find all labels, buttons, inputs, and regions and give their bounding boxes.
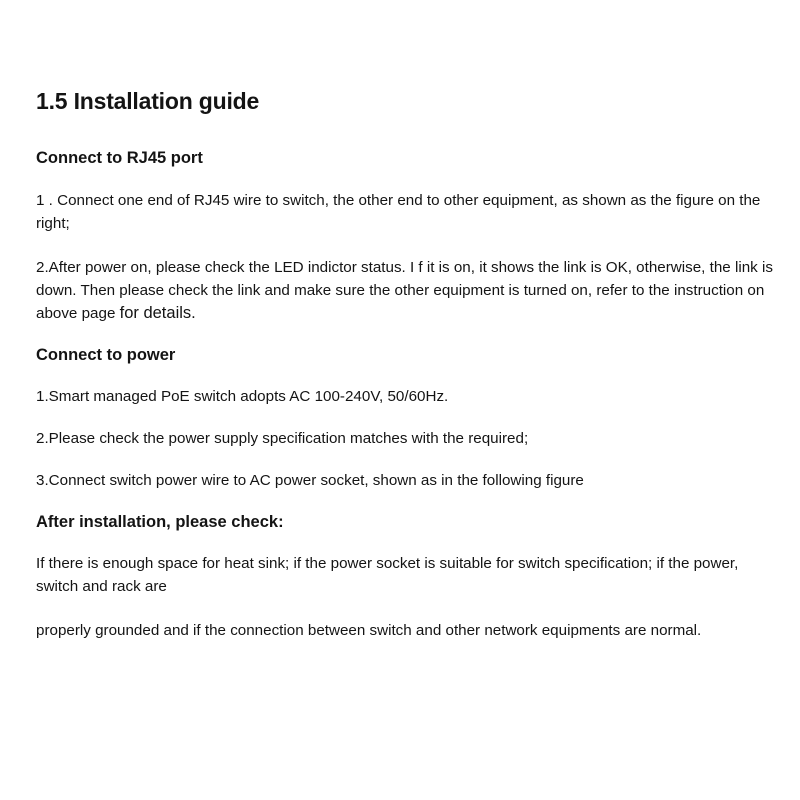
rj45-step-2-main: 2.After power on, please check the LED indictor status. I f it is on, it shows the link is OK, otherwise, the link is down. Then please check the link and make sure the other equipment is turned on, refer to the instruction on above page: [36, 259, 773, 322]
heading-after-installation: After installation, please check:: [36, 513, 284, 531]
rj45-step-1: 1 . Connect one end of RJ45 wire to switch, the other end to other equipment, as shown as the figure on the right;: [36, 192, 761, 232]
heading-rj45: Connect to RJ45 port: [36, 149, 203, 167]
rj45-step-2-tail: for details.: [119, 304, 196, 322]
power-step-2: 2.Please check the power supply specification matches with the required;: [36, 430, 529, 447]
power-step-3: 3.Connect switch power wire to AC power socket, shown as in the following figure: [36, 472, 584, 489]
heading-power: Connect to power: [36, 346, 176, 364]
check-paragraph-2: properly grounded and if the connection between switch and other network equipments are normal.: [36, 622, 702, 639]
section-title: 1.5 Installation guide: [36, 88, 260, 114]
check-paragraph-1: If there is enough space for heat sink; if the power socket is suitable for switch specification; if the power, switch and rack are: [36, 555, 739, 595]
rj45-step-2: [36, 256, 776, 325]
power-step-1: 1.Smart managed PoE switch adopts AC 100-240V, 50/60Hz.: [36, 388, 449, 405]
